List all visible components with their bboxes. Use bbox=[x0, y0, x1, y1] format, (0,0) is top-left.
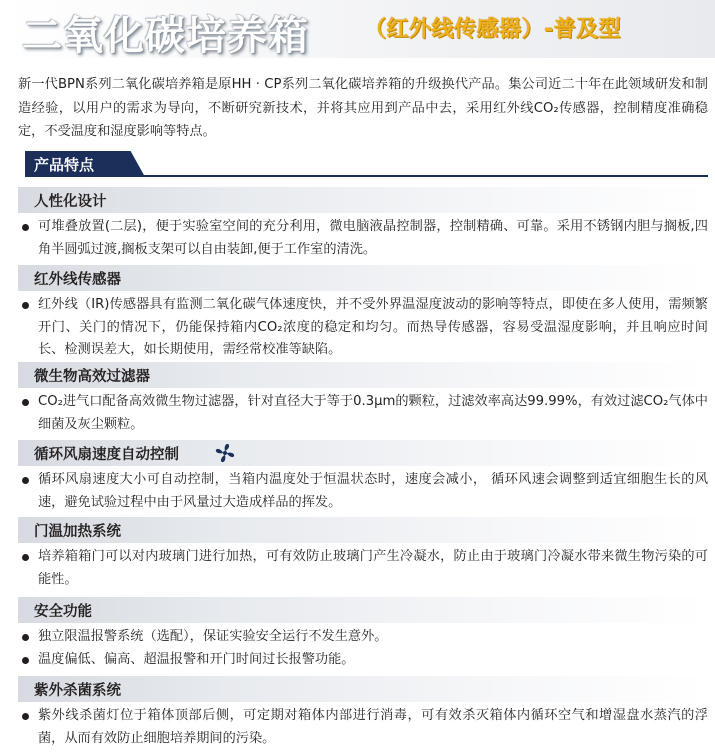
intro-paragraph bbox=[18, 73, 708, 144]
intro-text: 新一代BPN系列二氧化碳培养箱是原HH · CP系列二氧化碳培养箱的升级换代产品。集公司近二十年在此领域研发和制造经验，以用户的需求为导向，不断研究新技术，并将其应用到产品中去，采用红外线CO₂传感器，控制精度准确稳定，不受温度和湿度影响等特点。 bbox=[18, 77, 708, 139]
feature-bullet: CO₂进气口配备高效微生物过滤器，针对直径大于等于0.3μm的颗粒，过滤效率高达99.99%，有效过滤CO₂气体中细菌及灰尘颗粒。 bbox=[18, 391, 708, 436]
feature-block-uv bbox=[18, 676, 708, 750]
feature-title: 红外线传感器 bbox=[34, 272, 121, 288]
page-title: 二氧化碳培养箱 bbox=[22, 13, 309, 59]
title-bar bbox=[0, 0, 715, 58]
feature-block-humanized bbox=[18, 187, 708, 261]
feature-bullet: 可堆叠放置(二层)，便于实验室空间的充分利用，微电脑液晶控制器，控制精确、可靠。采用不锈钢内胆与搁板,四角半圆弧过渡,搁板支架可以自由装卸,便于工作室的清洗。 bbox=[18, 216, 708, 261]
feature-title: 人性化设计 bbox=[34, 194, 107, 210]
feature-header bbox=[18, 676, 708, 702]
feature-title: 微生物高效过滤器 bbox=[34, 369, 150, 385]
feature-block-safety bbox=[18, 597, 708, 671]
feature-bullet: 红外线（IR)传感器具有监测二氧化碳气体速度快，并不受外界温湿度波动的影响等特点，即使在多人使用，需频繁开门、关门的情况下，仍能保持箱内CO₂浓度的稳定和均匀。而热导传感器，容易受温湿度影响，并且响应时间长、检测误差大，如长期使用，需经常校准等缺陷。 bbox=[18, 294, 708, 362]
feature-title: 门温加热系统 bbox=[34, 524, 121, 540]
section-divider bbox=[25, 175, 708, 177]
feature-header bbox=[18, 362, 708, 388]
feature-header bbox=[18, 517, 708, 543]
feature-title: 安全功能 bbox=[34, 604, 92, 620]
feature-header bbox=[18, 597, 708, 623]
fan-icon bbox=[214, 442, 236, 464]
feature-bullet: 紫外线杀菌灯位于箱体顶部后侧，可定期对箱体内部进行消毒，可有效杀灭箱体内循环空气和增湿盘水蒸汽的浮菌，从而有效防止细胞培养期间的污染。 bbox=[18, 705, 708, 750]
feature-bullet: 温度偏低、偏高、超温报警和开门时间过长报警功能。 bbox=[18, 649, 708, 672]
feature-bullet: 循环风扇速度大小可自动控制，当箱内温度处于恒温状态时，速度会减小， 循环风速会调整到适宜细胞生长的风速，避免试验过程中由于风量过大造成样品的挥发。 bbox=[18, 469, 708, 514]
feature-block-fan-control bbox=[18, 440, 708, 514]
feature-block-filter bbox=[18, 362, 708, 436]
feature-title: 紫外杀菌系统 bbox=[34, 683, 121, 699]
feature-block-ir-sensor bbox=[18, 265, 708, 362]
feature-title: 循环风扇速度自动控制 bbox=[34, 447, 179, 463]
feature-block-door-heating bbox=[18, 517, 708, 591]
section-label: 产品特点 bbox=[34, 156, 95, 174]
feature-header bbox=[18, 187, 708, 213]
page-subtitle: （红外线传感器）-普及型 bbox=[364, 17, 622, 42]
feature-header bbox=[18, 265, 708, 291]
feature-bullet: 独立限温报警系统（选配），保证实验安全运行不发生意外。 bbox=[18, 626, 708, 649]
feature-header bbox=[18, 440, 708, 466]
feature-bullet: 培养箱箱门可以对内玻璃门进行加热，可有效防止玻璃门产生冷凝水，防止由于玻璃门冷凝水带来微生物污染的可能性。 bbox=[18, 546, 708, 591]
section-header bbox=[18, 151, 708, 177]
